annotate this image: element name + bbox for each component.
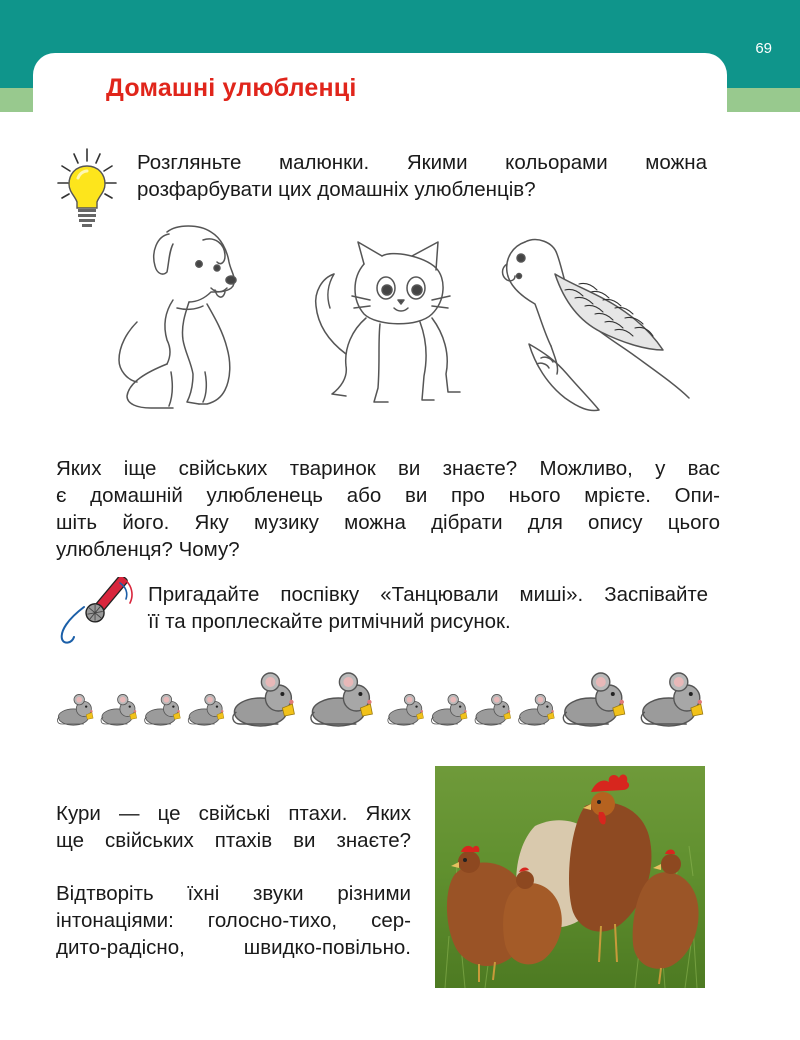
microphone-icon (54, 577, 134, 645)
chickens-line: Відтворіть їхні звуки різними (56, 882, 411, 905)
question-line: шіть його. Яку музику можна дібрати для опису цього (56, 511, 720, 534)
question-text (56, 455, 720, 563)
dog-drawing (107, 222, 267, 414)
rhythm-mice-row (56, 668, 706, 728)
mouse-big-icon (233, 673, 294, 726)
chickens-line: ще свійських птахів ви знаєте? (56, 829, 411, 852)
question-line: улюбленця? Чому? (56, 538, 240, 561)
mouse-small-icon (431, 694, 467, 725)
mouse-small-icon (101, 694, 137, 725)
page-title: Домашні улюбленці (106, 74, 357, 102)
intro-line: Розгляньте малюнки. Якими кольорами можна (137, 151, 707, 174)
question-line: Яких іще свійських тваринок ви знаєте? Можливо, у вас (56, 457, 720, 480)
mouse-small-icon (57, 694, 93, 725)
chickens-task (56, 880, 411, 961)
chickens-line: інтонаціями: голосно-тихо, сер- (56, 909, 411, 932)
mouse-small-icon (188, 694, 224, 725)
mouse-big-icon (563, 673, 624, 726)
question-line: є домашній улюбленець або ви про нього мрієте. Опи- (56, 484, 720, 507)
song-line: її та проплескайте ритмічний рисунок. (148, 610, 511, 633)
kitten-drawing (300, 238, 470, 410)
song-line: Пригадайте поспівку «Танцювали миші». Заспівайте (148, 583, 708, 606)
mouse-small-icon (475, 694, 511, 725)
page-number: 69 (755, 40, 772, 57)
chickens-line: Кури — це свійські птахи. Яких (56, 802, 411, 825)
mouse-big-icon (641, 673, 702, 726)
song-text (148, 581, 708, 635)
mouse-small-icon (145, 694, 181, 725)
mouse-small-icon (388, 694, 424, 725)
mouse-small-icon (519, 694, 555, 725)
budgie-drawing (495, 234, 695, 416)
chickens-question (56, 800, 411, 854)
chickens-line: дито-радісно, швидко-повільно. (56, 936, 411, 959)
chickens-photo (435, 766, 705, 988)
intro-line: розфарбувати цих домашніх улюбленців? (137, 178, 536, 201)
intro-text (137, 149, 707, 203)
lightbulb-icon (56, 146, 122, 232)
mouse-big-icon (311, 673, 372, 726)
